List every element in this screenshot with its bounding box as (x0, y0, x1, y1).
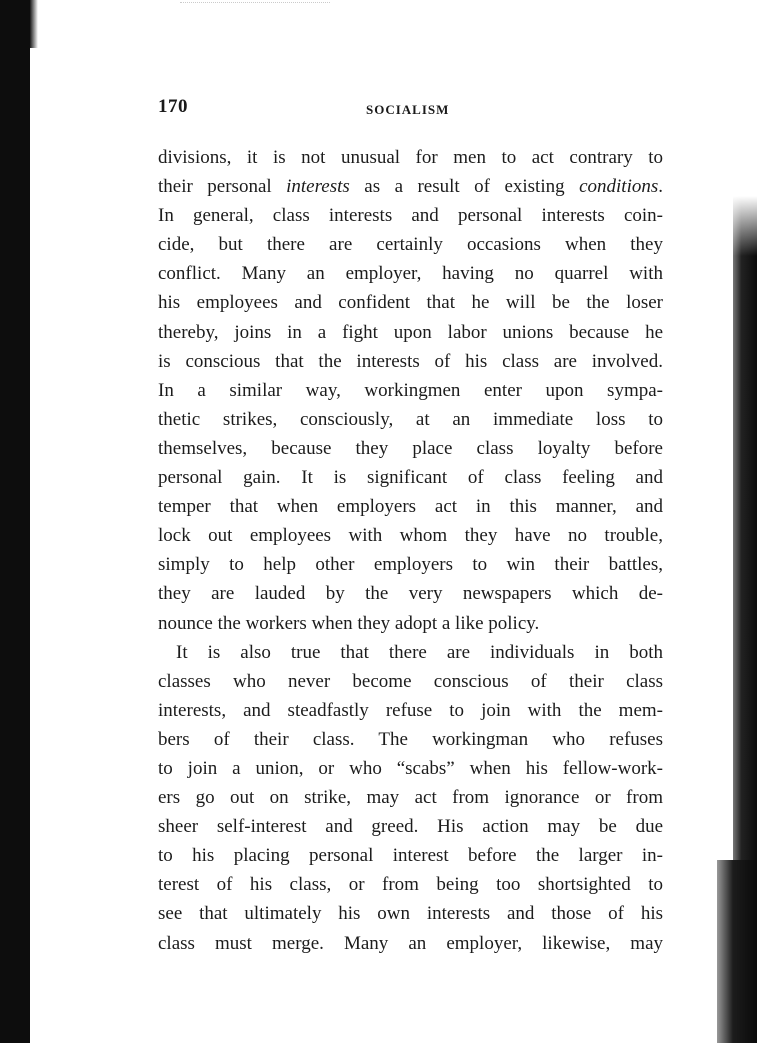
paragraph-start-line: It is also true that there are individuals in both (176, 641, 663, 663)
body-text (158, 143, 663, 958)
text-line: themselves, because they place class loyalty before (158, 437, 663, 459)
text-line: his employees and confident that he will be the loser (158, 292, 663, 314)
text-line: bers of their class. The workingman who refuses (158, 728, 663, 750)
scan-artifact (180, 2, 330, 9)
text-line: see that ultimately his own interests and those of his (158, 903, 663, 925)
text-line: ers go out on strike, may act from ignorance or from (158, 787, 663, 809)
page-number: 170 (158, 96, 188, 117)
text-line: temper that when employers act in this manner, and (158, 496, 663, 518)
text-line: to his placing personal interest before the larger in- (158, 845, 663, 867)
binding-shadow-left (0, 0, 30, 1043)
running-head (158, 96, 663, 122)
text-line: class must merge. Many an employer, likewise, may (158, 932, 663, 954)
text-line: personal gain. It is significant of class feeling and (158, 467, 663, 489)
text-line: they are lauded by the very newspapers which de- (158, 583, 663, 605)
text-line: is conscious that the interests of his class are involved. (158, 350, 663, 372)
text-line: simply to help other employers to win their battles, (158, 554, 663, 576)
page-edge-shadow-lower (717, 860, 757, 1043)
emphasis: interests (286, 176, 350, 198)
text-line: conflict. Many an employer, having no quarrel with (158, 263, 663, 285)
text-line: terest of his class, or from being too shortsighted to (158, 874, 663, 896)
text-line: thereby, joins in a fight upon labor unions because he (158, 321, 663, 343)
text-line: cide, but there are certainly occasions when they (158, 234, 663, 256)
emphasis: conditions (579, 176, 659, 198)
running-title: SOCIALISM (366, 102, 450, 117)
binding-shadow-notch (30, 0, 38, 48)
text-line: sheer self-interest and greed. His action may be due (158, 816, 663, 838)
text-line: In general, class interests and personal interests coin- (158, 205, 663, 227)
text-line: classes who never become conscious of their class (158, 670, 663, 692)
text-line: divisions, it is not unusual for men to act contrary to (158, 147, 663, 168)
text-line: interests, and steadfastly refuse to join with the mem- (158, 699, 663, 721)
page-edge-fade (733, 196, 757, 256)
text-line: their personal interests as a result of existing conditions. (158, 176, 663, 198)
text-line: In a similar way, workingmen enter upon sympa- (158, 379, 663, 401)
text-line: thetic strikes, consciously, at an immediate loss to (158, 408, 663, 430)
text-line: lock out employees with whom they have no trouble, (158, 525, 663, 547)
paragraph-end-line: nounce the workers when they adopt a like policy. (158, 612, 540, 634)
text-line: to join a union, or who “scabs” when his fellow-work- (158, 757, 663, 779)
